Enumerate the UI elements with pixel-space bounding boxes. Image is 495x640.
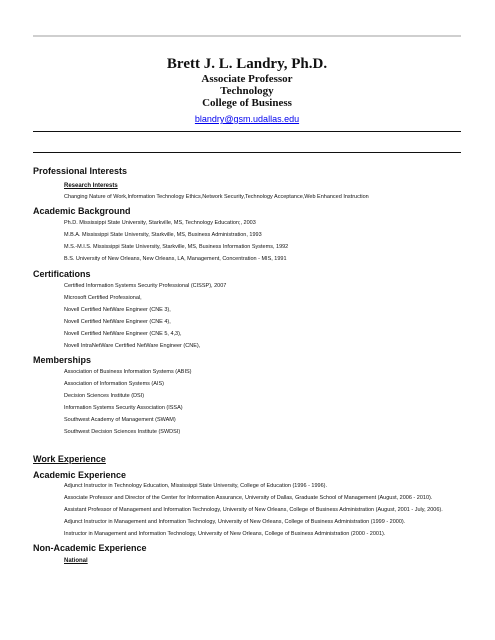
memberships-section bbox=[33, 355, 461, 436]
professional-interests-section bbox=[33, 166, 461, 201]
degree-item: B.S. University of New Orleans, New Orleans, LA, Management, Concentration - MIS, 1991 bbox=[64, 256, 287, 262]
top-divider bbox=[33, 35, 461, 37]
resume-header bbox=[33, 55, 461, 127]
person-name: Brett J. L. Landry, Ph.D. bbox=[166, 56, 328, 72]
academic-background-section bbox=[33, 206, 461, 263]
membership-item: Information Systems Security Association (ISSA) bbox=[64, 405, 183, 411]
subheading-national: National bbox=[64, 558, 88, 564]
header-rule-bottom bbox=[33, 152, 461, 153]
membership-item: Association of Business Information Systems (ABIS) bbox=[64, 369, 192, 375]
section-heading-non-academic-experience: Non-Academic Experience bbox=[33, 543, 147, 553]
experience-item: Assistant Professor of Management and Information Technology, University of New Orleans, College of Business Administration (August, 2001 - July, 2006). bbox=[64, 507, 443, 513]
certification-item: Novell Certified NetWare Engineer (CNE 4), bbox=[64, 319, 171, 325]
membership-item: Decision Sciences Institute (DSI) bbox=[64, 393, 145, 399]
section-heading-professional-interests: Professional Interests bbox=[33, 166, 128, 176]
section-heading-certifications: Certifications bbox=[33, 269, 91, 279]
membership-item: Southwest Academy of Management (SWAM) bbox=[64, 417, 176, 423]
certification-item: Novell Certified NetWare Engineer (CNE 5, 4,3), bbox=[64, 331, 182, 337]
research-interests-text: Changing Nature of Work,Information Technology Ethics,Network Security,Technology Acceptance,Web Enhanced Instruction bbox=[64, 194, 369, 200]
membership-item: Southwest Decision Sciences Institute (SWDSI) bbox=[64, 429, 181, 435]
certification-item: Novell Certified NetWare Engineer (CNE 3), bbox=[64, 307, 171, 313]
experience-item: Associate Professor and Director of the Center for Information Assurance, University of Dallas, Graduate School of Management (August, 2006 - 2010). bbox=[64, 495, 433, 501]
job-title: Associate Professor bbox=[201, 73, 293, 85]
section-heading-academic-experience: Academic Experience bbox=[33, 470, 127, 480]
certifications-section bbox=[33, 269, 461, 350]
degree-item: M.S.-M.I.S. Mississippi State University, Starkville, MS, Business Information Systems, 1992 bbox=[64, 244, 289, 250]
email-link[interactable]: blandry@gsm.udallas.edu bbox=[194, 114, 300, 124]
experience-item: Instructor in Management and Information Technology, University of New Orleans, College of Business Administration (2000 - 2001). bbox=[64, 531, 386, 537]
degree-item: M.B.A. Mississippi State University, Starkville, MS, Business Administration, 1993 bbox=[64, 232, 262, 238]
header-rule-top bbox=[33, 131, 461, 132]
certification-item: Novell IntraNetWare Certified NetWare Engineer (CNE), bbox=[64, 343, 201, 349]
work-experience-section bbox=[33, 454, 461, 565]
section-heading-academic-background: Academic Background bbox=[33, 206, 131, 216]
certification-item: Microsoft Certified Professional, bbox=[64, 295, 142, 301]
department: Technology bbox=[220, 85, 274, 97]
experience-item: Adjunct Instructor in Management and Information Technology, University of New Orleans, College of Business Administration (1999 - 2000). bbox=[64, 519, 406, 525]
subheading-research-interests: Research Interests bbox=[64, 183, 118, 189]
membership-item: Association of Information Systems (AIS) bbox=[64, 381, 164, 387]
experience-item: Adjunct Instructor in Technology Education, Mississippi State University, College of Education (1996 - 1996). bbox=[64, 483, 328, 489]
certification-item: Certified Information Systems Security Professional (CISSP), 2007 bbox=[64, 283, 227, 289]
degree-item: Ph.D. Mississippi State University, Starkville, MS, Technology Education;, 2003 bbox=[64, 220, 256, 226]
section-heading-work-experience: Work Experience bbox=[33, 454, 106, 464]
section-heading-memberships: Memberships bbox=[33, 355, 92, 365]
resume-body bbox=[33, 166, 461, 565]
college: College of Business bbox=[202, 97, 292, 109]
